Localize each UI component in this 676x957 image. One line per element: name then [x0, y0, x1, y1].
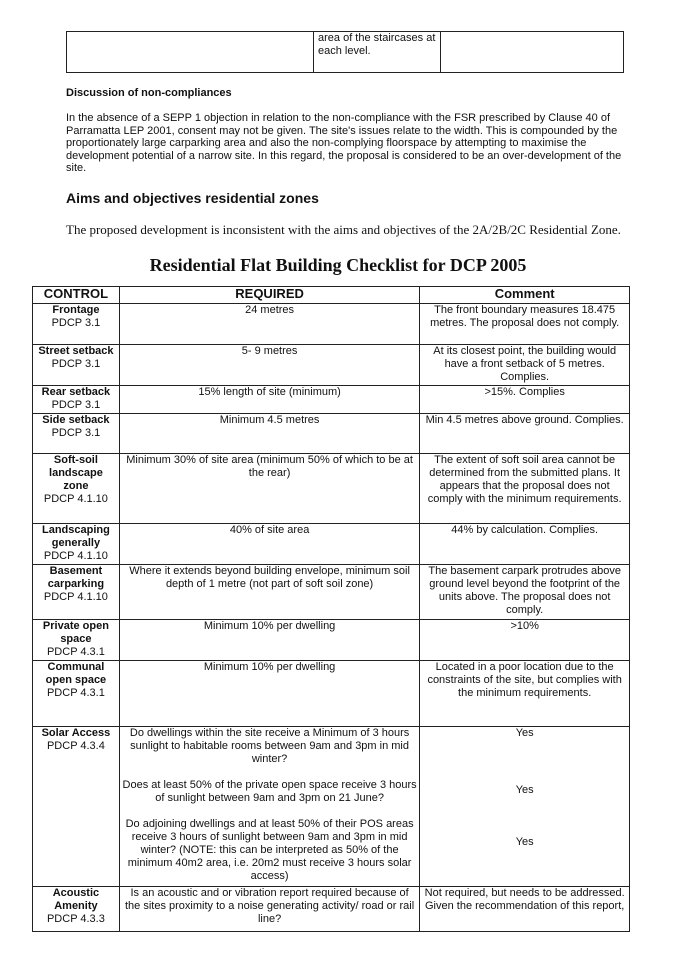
discussion-heading: Discussion of non-compliances — [66, 87, 232, 99]
control-name: Soft-soil landscape zone — [49, 454, 103, 492]
control-cell — [33, 414, 120, 454]
table-row — [33, 661, 630, 727]
table-row — [33, 887, 630, 932]
table-row — [33, 386, 630, 414]
control-cell — [33, 887, 120, 932]
control-cell — [33, 345, 120, 386]
required-cell: Minimum 30% of site area (minimum 50% of which to be at the rear) — [119, 454, 419, 524]
comment-cell: >15%. Complies — [420, 386, 630, 414]
table-row — [33, 304, 630, 345]
comment-cell: At its closest point, the building would have a front setback of 5 metres. Complies. — [420, 345, 630, 386]
control-ref: PDCP 4.3.1 — [46, 687, 105, 699]
comment-cell: The basement carpark protrudes above ground level beyond the footprint of the units above. The proposal does not comply. — [420, 565, 630, 620]
required-cell: Is an acoustic and or vibration report required because of the sites proximity to a noise generating activity/ road or rail line? — [119, 887, 419, 932]
comment-cell — [420, 727, 630, 887]
checklist-title: Residential Flat Building Checklist for DCP 2005 — [149, 255, 527, 275]
required-cell: Minimum 10% per dwelling — [119, 661, 419, 727]
control-ref: PDCP 4.1.10 — [43, 493, 108, 505]
aims-paragraph: The proposed development is inconsistent with the aims and objectives of the 2A/2B/2C Residential Zone. — [66, 222, 621, 237]
control-ref: PDCP 3.1 — [51, 317, 101, 329]
control-ref: PDCP 4.1.10 — [43, 550, 108, 562]
control-ref: PDCP 4.3.4 — [46, 740, 105, 752]
table-row — [33, 524, 630, 565]
solar-answer-1: Yes — [515, 727, 534, 739]
table-header-row — [33, 287, 630, 304]
control-name: Private open space — [42, 620, 109, 645]
control-name: Side setback — [42, 414, 110, 426]
solar-answer-2: Yes — [515, 784, 534, 796]
solar-question-3: Do adjoining dwellings and at least 50% of their POS areas receive 3 hours of sunlight between 9am and 3pm in mid winter? (NOTE: this can be interpreted as 50% of the minimum 40m2 area, i.e. 20m2 must receive 3 hours solar access) — [125, 818, 414, 882]
required-cell: 15% length of site (minimum) — [119, 386, 419, 414]
table-row — [33, 414, 630, 454]
control-cell — [33, 727, 120, 887]
table-row — [33, 565, 630, 620]
control-cell — [33, 386, 120, 414]
required-cell: Minimum 10% per dwelling — [119, 620, 419, 661]
control-ref: PDCP 3.1 — [51, 358, 101, 370]
table-row — [67, 32, 624, 73]
control-ref: PDCP 4.3.3 — [46, 913, 105, 925]
table-row — [33, 727, 630, 887]
control-cell — [33, 661, 120, 727]
control-ref: PDCP 4.3.1 — [46, 646, 105, 658]
table-cell — [67, 32, 314, 73]
required-cell: 40% of site area — [119, 524, 419, 565]
table-cell — [441, 32, 624, 73]
required-cell: Minimum 4.5 metres — [119, 414, 419, 454]
checklist-table — [32, 286, 630, 932]
control-cell — [33, 454, 120, 524]
aims-heading: Aims and objectives residential zones — [66, 190, 319, 206]
control-name: Solar Access — [41, 727, 111, 739]
comment-cell: >10% — [420, 620, 630, 661]
header-required: REQUIRED — [119, 287, 419, 304]
control-name: Landscaping generally — [42, 524, 110, 549]
control-name: Acoustic Amenity — [52, 887, 100, 912]
solar-answer-3: Yes — [515, 836, 534, 848]
solar-question-2: Does at least 50% of the private open space receive 3 hours of sunlight between 9am and 3pm on 21 June? — [122, 779, 417, 804]
control-ref: PDCP 4.1.10 — [43, 591, 108, 603]
table-row — [33, 454, 630, 524]
control-name: Rear setback — [41, 386, 111, 398]
header-comment: Comment — [420, 287, 630, 304]
required-cell: 24 metres — [119, 304, 419, 345]
comment-cell: Located in a poor location due to the constraints of the site, but complies with the minimum requirements. — [420, 661, 630, 727]
comment-cell: Min 4.5 metres above ground. Complies. — [420, 414, 630, 454]
control-name: Communal open space — [45, 661, 107, 686]
control-cell — [33, 565, 120, 620]
comment-cell: Not required, but needs to be addressed. Given the recommendation of this report, — [420, 887, 630, 932]
table-row — [33, 620, 630, 661]
control-ref: PDCP 3.1 — [51, 399, 101, 411]
table-cell: area of the staircases at each level. — [314, 32, 441, 73]
comment-cell: The front boundary measures 18.475 metres. The proposal does not comply. — [420, 304, 630, 345]
control-ref: PDCP 3.1 — [51, 427, 101, 439]
control-cell — [33, 304, 120, 345]
required-cell: Where it extends beyond building envelope, minimum soil depth of 1 metre (not part of soft soil zone) — [119, 565, 419, 620]
control-cell — [33, 620, 120, 661]
table-row — [33, 345, 630, 386]
comment-cell: The extent of soft soil area cannot be determined from the submitted plans. It appears that the proposal does not comply with the minimum requirements. — [420, 454, 630, 524]
discussion-paragraph: In the absence of a SEPP 1 objection in relation to the non-compliance with the FSR prescribed by Clause 40 of Parramatta LEP 2001, consent may not be given. The site's issues relate to the width. This is compounded by the proportionately large carparking area and also the non-complying floorspace by attempting to maximise the development potential of a narrow site. In this regard, the proposal is considered to be an over-development of the site. — [66, 112, 622, 174]
comment-cell: 44% by calculation. Complies. — [420, 524, 630, 565]
control-name: Basement carparking — [47, 565, 105, 590]
control-name: Frontage — [52, 304, 100, 316]
required-cell: 5- 9 metres — [119, 345, 419, 386]
control-cell — [33, 524, 120, 565]
control-name: Street setback — [38, 345, 114, 357]
solar-question-1: Do dwellings within the site receive a Minimum of 3 hours sunlight to habitable rooms between 9am and 3pm in mid winter? — [129, 727, 410, 765]
required-cell — [119, 727, 419, 887]
header-control: CONTROL — [33, 287, 120, 304]
top-table-fragment — [66, 31, 624, 73]
